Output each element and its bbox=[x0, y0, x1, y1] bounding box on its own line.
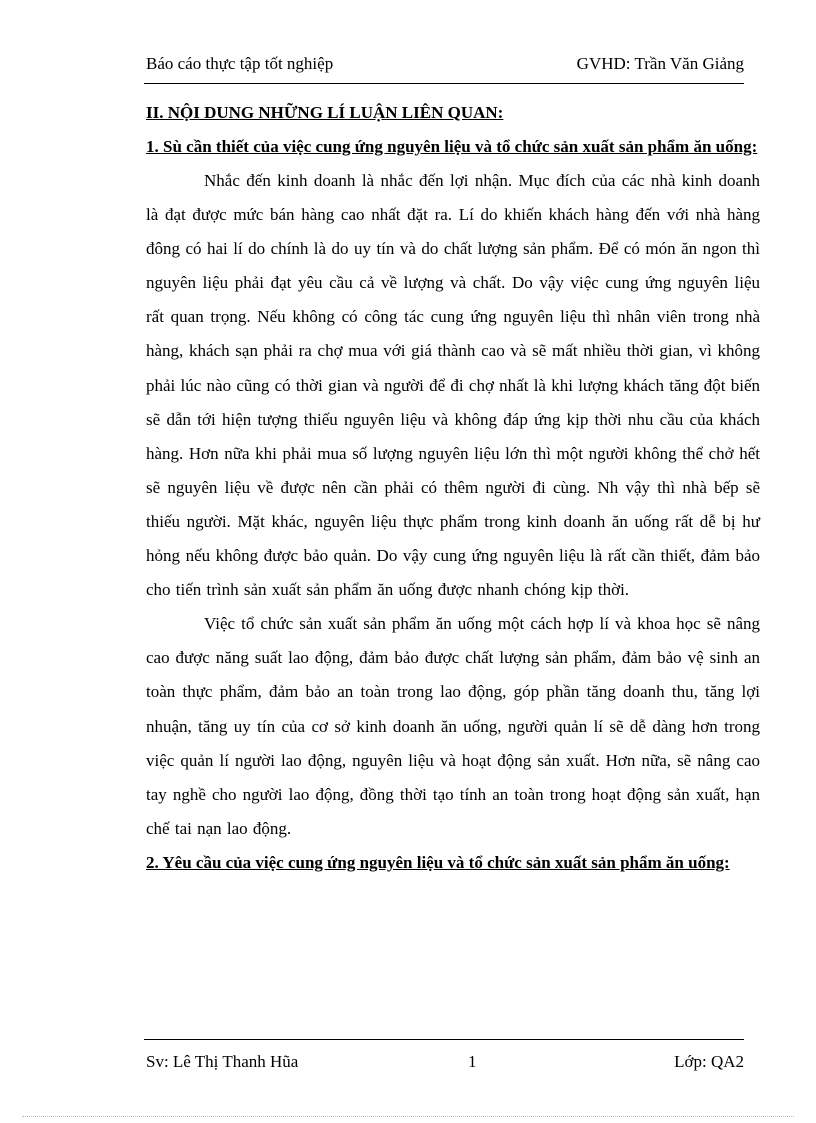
page-edge bbox=[22, 1116, 794, 1117]
footer-divider bbox=[144, 1039, 744, 1040]
heading-1: 1. Sù cần thiết của việc cung ứng nguyên liệu và tổ chức sản xuất sản phẩm ăn uống: bbox=[146, 137, 758, 156]
page-body bbox=[146, 96, 760, 880]
header-supervisor: GVHD: Trần Văn Giảng bbox=[576, 54, 744, 73]
footer-student: Sv: Lê Thị Thanh Hũa bbox=[146, 1052, 299, 1071]
paragraph-2: Việc tổ chức sản xuất sản phẩm ăn uống một cách hợp lí và khoa học sẽ nâng cao được năng suất lao động, đảm bảo được chất lượng sản phẩm, đảm bảo vệ sinh an toàn thực phẩm, đảm bảo an toàn trong lao động, góp phần tăng doanh thu, tăng lợi nhuận, tăng uy tín của cơ sở kinh doanh ăn uống, người quản lí sẽ dễ dàng hơn trong việc quản lí người lao động, nguyên liệu và hoạt động sản xuất. Hơn nữa, sẽ nâng cao tay nghề cho người lao động, đồng thời tạo tính an toàn trong hoạt động sản xuất, hạn chế tai nạn lao động. bbox=[146, 614, 760, 838]
page-number: 1 bbox=[468, 1052, 477, 1071]
section-title: II. NỘI DUNG NHỮNG LÍ LUẬN LIÊN QUAN: bbox=[146, 103, 504, 122]
footer-class: Lớp: QA2 bbox=[674, 1052, 744, 1071]
header-report-title: Báo cáo thực tập tốt nghiệp bbox=[146, 54, 334, 73]
heading-2: 2. Yêu cầu của việc cung ứng nguyên liệu và tổ chức sản xuất sản phẩm ăn uống: bbox=[146, 852, 730, 872]
header-divider bbox=[144, 83, 744, 84]
paragraph-1: Nhắc đến kinh doanh là nhắc đến lợi nhận. Mục đích của các nhà kinh doanh là đạt được mức bán hàng cao nhất đặt ra. Lí do khiến khách hàng đến với nhà hàng đông có hai lí do chính là do uy tín và do chất lượng sản phẩm. Để có món ăn ngon thì nguyên liệu phải đạt yêu cầu cả về lượng và chất. Do vậy việc cung ứng nguyên liệu rất quan trọng. Nếu không có công tác cung ứng nguyên liệu thì nhân viên trong nhà hàng, khách sạn phải ra chợ mua với giá thành cao và sẽ mất nhiều thời gian, vì không phải lúc nào cũng có thời gian và người để đi chợ nhất là khi lượng khách tăng đột biến sẽ dẫn tới hiện tượng thiếu nguyên liệu và không đáp ứng kịp thời nhu cầu của khách hàng. Hơn nữa khi phải mua số lượng nguyên liệu lớn thì một người không thể chở hết sẽ nguyên liệu về được nên cần phải có thêm người đi cùng. Nh vậy thì nhà bếp sẽ thiếu người. Mặt khác, nguyên liệu thực phẩm trong kinh doanh ăn uống rất dễ bị hư hỏng nếu không được bảo quản. Do vậy cung ứng nguyên liệu là rất cần thiết, đảm bảo cho tiến trình sản xuất sản phẩm ăn uống được nhanh chóng kịp thời. bbox=[146, 171, 760, 600]
